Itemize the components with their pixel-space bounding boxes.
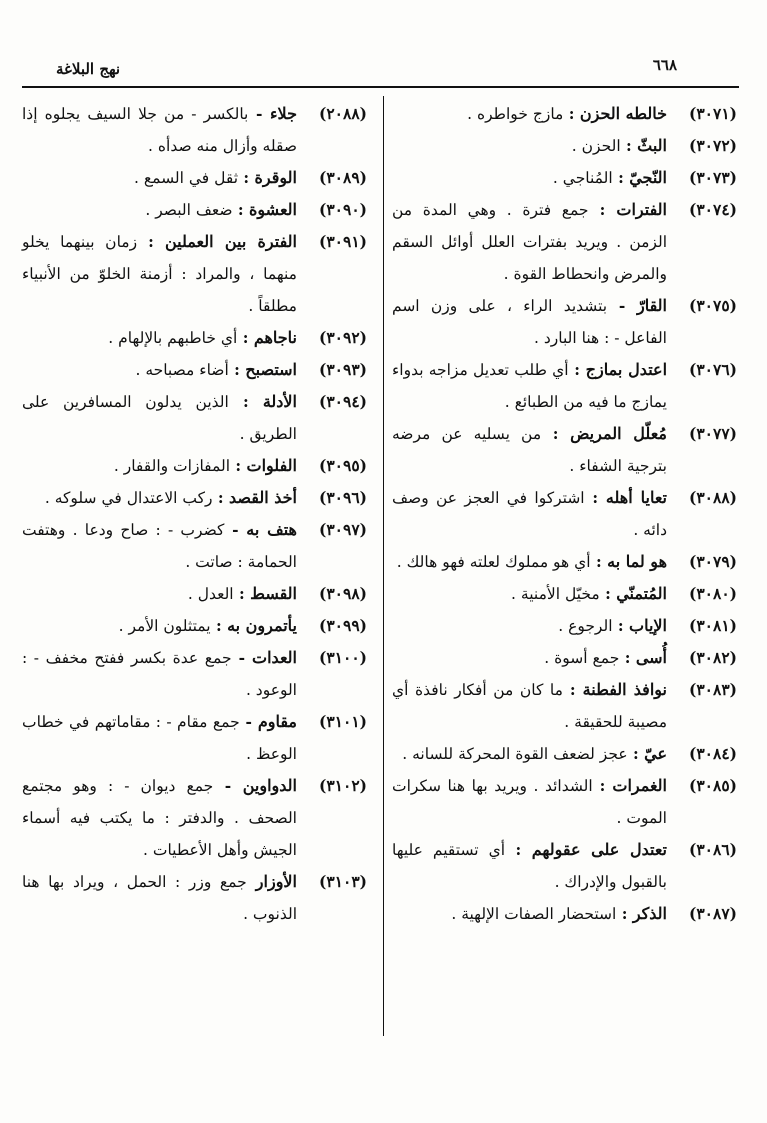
- entry-text: [392, 418, 667, 482]
- page-number: ٦٦٨: [652, 56, 677, 74]
- entry-separator: :: [505, 840, 532, 859]
- entry-definition: بتشديد الراء ، على وزن اسم الفاعل - : هنا البارد .: [392, 297, 667, 347]
- entry-term: عيّ: [644, 744, 667, 763]
- glossary-entry: [22, 322, 367, 354]
- entry-text: [22, 194, 297, 226]
- glossary-entry: [22, 770, 367, 866]
- entry-definition: الحزن .: [571, 137, 621, 155]
- entry-separator: :: [210, 616, 228, 635]
- entry-term: الأوزار: [255, 872, 297, 891]
- entry-term: ناجاهم: [253, 328, 297, 347]
- glossary-entry: [392, 770, 737, 834]
- entry-term: المُتمنّي: [616, 584, 667, 603]
- entry-definition: جمع مقام - : مقاماتهم في خطاب الوعظ .: [22, 713, 297, 763]
- entry-number: (٣٠٩٠): [319, 200, 367, 219]
- entry-text: [392, 130, 667, 162]
- glossary-entry: [22, 482, 367, 514]
- entry-number: (٢٠٨٨): [319, 104, 367, 123]
- entry-separator: :: [612, 168, 630, 187]
- page-header: [28, 54, 739, 84]
- glossary-entry: [22, 450, 367, 482]
- entry-definition: كضرب - : صاح ودعا . وهتفت الحمامة : صاتت .: [22, 521, 297, 571]
- entry-number: (٣١٠٢): [319, 776, 367, 795]
- entry-number: (٣٠٧٧): [689, 424, 737, 443]
- entry-number: (٣٠٧٩): [689, 552, 737, 571]
- glossary-entry: [392, 482, 737, 546]
- entry-number: (٣٠٧٦): [689, 360, 737, 379]
- entry-separator: :: [619, 648, 636, 667]
- entry-number: (٣٠٩٩): [319, 616, 367, 635]
- entry-text: [392, 290, 667, 354]
- entry-text: [392, 674, 667, 738]
- entry-term: مُعلّل المريض: [570, 424, 667, 443]
- entry-number: (٣٠٧٣): [689, 168, 737, 187]
- entry-number: (٣٠٨٩): [319, 168, 367, 187]
- entry-definition: ضعف البصر .: [145, 201, 233, 219]
- entry-definition: يمتثلون الأمر .: [118, 617, 211, 635]
- glossary-entry: [392, 738, 737, 770]
- entry-separator: :: [232, 200, 250, 219]
- entry-separator: :: [238, 168, 255, 187]
- entry-separator: :: [592, 776, 613, 795]
- entry-number: (٣٠٧٥): [689, 296, 737, 315]
- entry-number: (٣٠٨٨): [689, 488, 737, 507]
- entry-term: الفلوات: [246, 456, 297, 475]
- entry-definition: الشدائد . ويريد بها هنا سكرات الموت .: [392, 777, 667, 827]
- entry-number: (٣٠٩٨): [319, 584, 367, 603]
- entry-text: [392, 834, 667, 898]
- entry-term: هو لما به: [607, 552, 667, 571]
- entry-definition: مازج خواطره .: [467, 105, 564, 123]
- entry-term: الفترات: [616, 200, 667, 219]
- glossary-entry: [392, 98, 737, 130]
- entry-text: [392, 546, 667, 578]
- entry-text: [22, 162, 297, 194]
- entry-separator: :: [612, 616, 630, 635]
- entry-text: [22, 514, 297, 578]
- entry-number: (٣٠٩٤): [319, 392, 367, 411]
- entry-term: جلاء: [270, 104, 297, 123]
- entry-definition: ركب الاعتدال في سلوكه .: [44, 489, 213, 507]
- entry-number: (٣١٠١): [319, 712, 367, 731]
- entry-separator: :: [620, 136, 638, 155]
- entry-separator: [247, 872, 256, 891]
- entry-separator: -: [248, 104, 271, 123]
- entry-definition: أي تستقيم عليها بالقبول والإدراك .: [392, 841, 667, 891]
- entry-separator: :: [230, 456, 247, 475]
- entry-number: (٣٠٨٧): [689, 904, 737, 923]
- entry-definition: جمع فترة . وهي المدة من الزمن . ويريد بفترات العلل أوائل السقم والمرض وانحطاط القوة .: [392, 201, 667, 283]
- entry-number: (٣٠٩٣): [319, 360, 367, 379]
- entry-separator: -: [224, 520, 247, 539]
- entry-term: العشوة: [249, 200, 297, 219]
- glossary-entry: [392, 674, 737, 738]
- entry-separator: :: [137, 232, 165, 251]
- entry-term: الدواوين: [242, 776, 297, 795]
- glossary-entry: [22, 194, 367, 226]
- entry-number: (٣٠٧٢): [689, 136, 737, 155]
- entry-term: نوافذ الفطنة: [582, 680, 667, 699]
- glossary-entry: [22, 642, 367, 706]
- entry-term: استصبح: [245, 360, 297, 379]
- entry-number: (٣٠٨١): [689, 616, 737, 635]
- entry-text: [22, 482, 297, 514]
- entry-term: القارّ: [636, 296, 667, 315]
- entry-separator: :: [541, 424, 571, 443]
- entry-number: (٣٠٨٣): [689, 680, 737, 699]
- glossary-entry: [392, 898, 737, 930]
- entry-text: [392, 610, 667, 642]
- glossary-entry: [392, 610, 737, 642]
- entry-definition: ثقل في السمع .: [134, 169, 239, 187]
- entry-definition: مخيّل الأمنية .: [511, 585, 600, 603]
- entry-separator: :: [228, 360, 246, 379]
- entry-number: (٣٠٧٤): [689, 200, 737, 219]
- entry-text: [392, 98, 667, 130]
- entry-term: الغمرات: [612, 776, 667, 795]
- entry-term: البثّ: [637, 136, 667, 155]
- entry-term: اعتدل بمازج: [585, 360, 668, 379]
- glossary-entry: [392, 130, 737, 162]
- entry-text: [22, 322, 297, 354]
- entry-number: (٣٠٨٤): [689, 744, 737, 763]
- entry-number: (٣١٠٠): [319, 648, 367, 667]
- entry-definition: الذين يدلون المسافرين على الطريق .: [22, 393, 297, 443]
- glossary-entry: [22, 354, 367, 386]
- entry-definition: جمع ديوان - : وهو مجتمع الصحف . والدفتر : ما يكتب فيه أسماء الجيش وأهل الأعطيات .: [22, 777, 297, 859]
- entry-number: (٣١٠٣): [319, 872, 367, 891]
- entry-definition: أضاء مصباحه .: [135, 361, 229, 379]
- entry-term: الذكر: [632, 904, 667, 923]
- entry-text: [22, 706, 297, 770]
- entry-text: [22, 354, 297, 386]
- entry-separator: :: [616, 904, 633, 923]
- entry-separator: :: [599, 584, 617, 603]
- entry-separator: :: [627, 744, 645, 763]
- entry-text: [392, 162, 667, 194]
- entry-separator: -: [213, 776, 243, 795]
- glossary-entry: [22, 578, 367, 610]
- glossary-entry: [392, 834, 737, 898]
- entry-number: (٣٠٩٢): [319, 328, 367, 347]
- header-rule: [22, 86, 739, 88]
- entry-text: [392, 770, 667, 834]
- entry-definition: جمع عدة بكسر ففتح مخفف - : الوعود .: [22, 649, 297, 699]
- entry-separator: :: [568, 360, 586, 379]
- glossary-entry: [392, 290, 737, 354]
- entry-definition: الرجوع .: [558, 617, 613, 635]
- entry-number: (٣٠٨٢): [689, 648, 737, 667]
- entry-text: [22, 770, 297, 866]
- entry-separator: -: [231, 648, 253, 667]
- entry-number: (٣٠٩٧): [319, 520, 367, 539]
- entry-definition: أي هو مملوك لعلته فهو هالك .: [396, 553, 591, 571]
- entry-definition: اشتركوا في العجز عن وصف دائه .: [392, 489, 667, 539]
- entry-text: [392, 482, 667, 546]
- entry-separator: :: [562, 680, 583, 699]
- entry-separator: :: [237, 328, 254, 347]
- glossary-entry: [392, 642, 737, 674]
- entry-term: النّجيّ: [629, 168, 667, 187]
- entry-text: [22, 226, 297, 322]
- entry-number: (٣٠٩٥): [319, 456, 367, 475]
- entry-term: الأدلة: [262, 392, 297, 411]
- entry-separator: :: [584, 488, 606, 507]
- entry-text: [22, 642, 297, 706]
- column-divider: [383, 96, 384, 1036]
- entry-definition: استحضار الصفات الإلهية .: [451, 905, 617, 923]
- glossary-entry: [22, 514, 367, 578]
- entry-text: [392, 354, 667, 418]
- glossary-entry: [22, 226, 367, 322]
- entry-number: (٣٠٨٦): [689, 840, 737, 859]
- entry-term: الفترة بين العملين: [164, 232, 297, 251]
- entry-term: الوقرة: [254, 168, 297, 187]
- entry-number: (٣٠٩٦): [319, 488, 367, 507]
- entry-number: (٣٠٩١): [319, 232, 367, 251]
- entry-number: (٣٠٨٥): [689, 776, 737, 795]
- right-column: [392, 98, 737, 930]
- entry-text: [392, 738, 667, 770]
- entry-text: [22, 578, 297, 610]
- entry-separator: :: [563, 104, 580, 123]
- entry-term: خالطه الحزن: [579, 104, 667, 123]
- entry-separator: -: [239, 712, 258, 731]
- entry-definition: ما كان من أفكار نافذة أي مصيبة للحقيقة .: [392, 681, 667, 731]
- entry-term: الإياب: [629, 616, 667, 635]
- entry-term: تعايا أهله: [605, 488, 668, 507]
- left-column: [22, 98, 367, 930]
- entry-text: [392, 578, 667, 610]
- entry-term: يأتمرون به: [227, 616, 297, 635]
- glossary-entry: [392, 354, 737, 418]
- glossary-entry: [392, 546, 737, 578]
- entry-number: (٣٠٧١): [689, 104, 737, 123]
- glossary-entry: [22, 386, 367, 450]
- entry-definition: المفازات والقفار .: [113, 457, 230, 475]
- glossary-entry: [22, 866, 367, 930]
- entry-term: تعتدل على عقولهم: [531, 840, 668, 859]
- entry-definition: جمع وزر : الحمل ، ويراد بها هنا الذنوب .: [22, 873, 297, 923]
- entry-term: أُسى: [635, 648, 667, 667]
- glossary-entry: [392, 194, 737, 290]
- entry-text: [22, 866, 297, 930]
- entry-text: [22, 450, 297, 482]
- entry-term: أخذ القصد: [229, 488, 297, 507]
- entry-definition: بالكسر - من جلا السيف يجلوه إذا صقله وأزال منه صدأه .: [22, 105, 297, 155]
- entry-definition: جمع أسوة .: [544, 649, 620, 667]
- glossary-entry: [22, 610, 367, 642]
- entry-definition: أي خاطبهم بالإلهام .: [108, 329, 238, 347]
- entry-separator: :: [233, 584, 251, 603]
- entry-separator: :: [212, 488, 229, 507]
- entry-text: [392, 194, 667, 290]
- entry-text: [392, 898, 667, 930]
- entry-text: [22, 386, 297, 450]
- entry-definition: من يسليه عن مرضه بترجية الشفاء .: [392, 425, 667, 475]
- entry-text: [22, 610, 297, 642]
- entry-text: [22, 98, 297, 162]
- entry-definition: زمان بينهما يخلو منهما ، والمراد : أزمنة الخلوّ من الأنبياء مطلقاً .: [22, 233, 297, 315]
- glossary-entry: [392, 578, 737, 610]
- entry-definition: أي طلب تعديل مزاجه بدواء يمازج ما فيه من الطبائع .: [392, 361, 667, 411]
- entry-text: [392, 642, 667, 674]
- entry-term: هتف به: [246, 520, 297, 539]
- entry-definition: عجز لضعف القوة المحركة للسانه .: [402, 745, 628, 763]
- entry-number: (٣٠٨٠): [689, 584, 737, 603]
- glossary-entry: [22, 162, 367, 194]
- entry-definition: العدل .: [187, 585, 234, 603]
- glossary-entry: [22, 706, 367, 770]
- entry-definition: المُناجي .: [552, 169, 613, 187]
- glossary-entry: [392, 162, 737, 194]
- glossary-entry: [22, 98, 367, 162]
- entry-separator: :: [590, 552, 608, 571]
- entry-separator: :: [588, 200, 617, 219]
- entry-separator: -: [607, 296, 637, 315]
- entry-term: القسط: [250, 584, 297, 603]
- running-title: نهج البلاغة: [56, 60, 121, 78]
- entry-term: العدات: [252, 648, 297, 667]
- entry-term: مقاوم: [257, 712, 297, 731]
- entry-separator: :: [228, 392, 263, 411]
- glossary-entry: [392, 418, 737, 482]
